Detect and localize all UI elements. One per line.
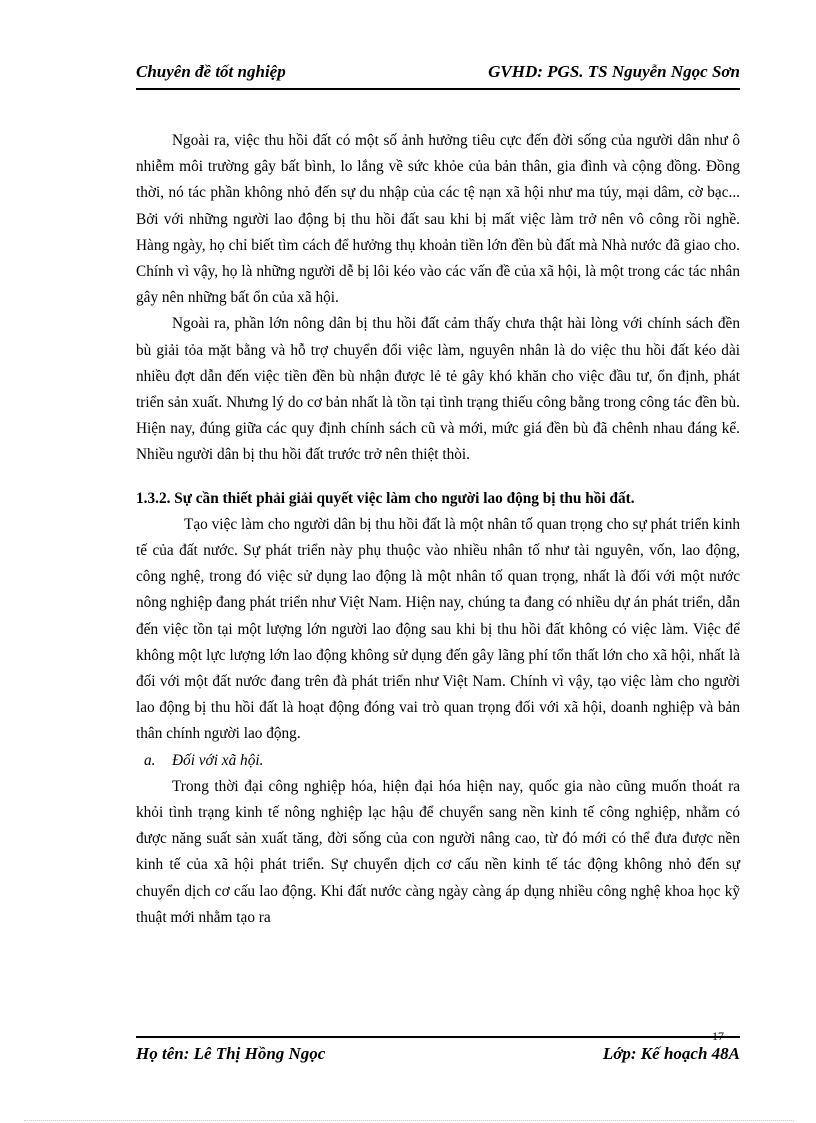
paragraph-2: Ngoài ra, phần lớn nông dân bị thu hồi đất cảm thấy chưa thật hài lòng với chính sách đền bù giải tỏa mặt bằng và hỗ trợ chuyển đổi việc làm, nguyên nhân là do việc thu hồi đất kéo dài nhiều đợt dẫn đến việc tiền đền bù nhận được lẻ tẻ gây khó khăn cho việc đầu tư, ổn định, phát triển sản xuất. Nhưng lý do cơ bản nhất là tồn tại tình trạng thiếu công bằng trong công tác đền bù. Hiện nay, đúng giữa các quy định chính sách cũ và mới, mức giá đền bù đã chênh nhau đáng kể. Nhiều người dân bị thu hồi đất trước trở nên thiệt thòi. <box>136 315 740 464</box>
page-footer <box>136 1036 740 1068</box>
subsection-heading <box>136 748 740 774</box>
paragraph-1: Ngoài ra, việc thu hồi đất có một số ảnh hưởng tiêu cực đến đời sống của người dân như ô nhiễm môi trường gây bất bình, lo lắng về sức khỏe của bản thân, gia đình và cộng đồng. Đồng thời, nó tác phần không nhỏ đến sự du nhập của các tệ nạn xã hội như ma túy, mại dâm, cờ bạc... Bởi với những người lao động bị thu hồi đất sau khi bị mất việc làm trở nên vô công rồi nghề. Hàng ngày, họ chỉ biết tìm cách để hưởng thụ khoản tiền lớn đền bù đất mà Nhà nước đã giao cho. Chính vì vậy, họ là những người dễ bị lôi kéo vào các vấn đề của xã hội, là một trong các tác nhân gây nên những bất ổn của xã hội. <box>136 132 740 307</box>
page-body <box>136 128 740 931</box>
footer-class: Lớp: Kế hoạch 48A <box>602 1044 740 1063</box>
header-supervisor: GVHD: PGS. TS Nguyễn Ngọc Sơn <box>488 62 740 81</box>
footer-author: Họ tên: Lê Thị Hồng Ngọc <box>136 1044 326 1063</box>
subsection-title: Đối với xã hội. <box>172 751 264 769</box>
subsection-marker: a. <box>144 751 156 769</box>
header-document-title: Chuyên đề tốt nghiệp <box>136 62 286 81</box>
page-bottom-divider <box>24 1120 794 1121</box>
page-header <box>136 60 740 90</box>
paragraph-3: Tạo việc làm cho người dân bị thu hồi đất là một nhân tố quan trọng cho sự phát triển kinh tế của đất nước. Sự phát triển này phụ thuộc vào nhiều nhân tố như tài nguyên, vốn, lao động, công nghệ, trong đó việc sử dụng lao động là một nhân tố quan trọng, nhất là đối với một nước nông nghiệp đang phát triển như Việt Nam. Hiện nay, chúng ta đang có nhiều dự án phát triển, dẫn đến việc tồn tại một lượng lớn người lao động sau khi bị thu hồi đất không có việc làm. Việc để không một lực lượng lớn lao động không sử dụng đến gây lãng phí tổn thất lớn cho xã hội, nhất là đối với một đất nước đang trên đà phát triển như Việt Nam. Chính vì vậy, tạo việc làm cho người lao động bị thu hồi đất là hoạt động đóng vai trò quan trọng đối với xã hội, doanh nghiệp và bản thân chính người lao động. <box>136 515 740 743</box>
page-number: 17 <box>712 1029 724 1043</box>
section-heading: 1.3.2. Sự cần thiết phải giải quyết việc làm cho người lao động bị thu hồi đất. <box>136 489 635 507</box>
paragraph-4: Trong thời đại công nghiệp hóa, hiện đại hóa hiện nay, quốc gia nào cũng muốn thoát ra khỏi tình trạng kinh tế nông nghiệp lạc hậu để chuyển sang nền kinh tế công nghiệp, nhằm có được năng suất sản xuất tăng, đời sống của con người nâng cao, từ đó mới có thể đưa được nền kinh tế của xã hội phát triển. Sự chuyển dịch cơ cấu nền kinh tế tác động không nhỏ đến sự chuyển dịch cơ cấu lao động. Khi đất nước càng ngày càng áp dụng nhiều công nghệ khoa học kỹ thuật mới nhằm tạo ra <box>136 777 740 926</box>
